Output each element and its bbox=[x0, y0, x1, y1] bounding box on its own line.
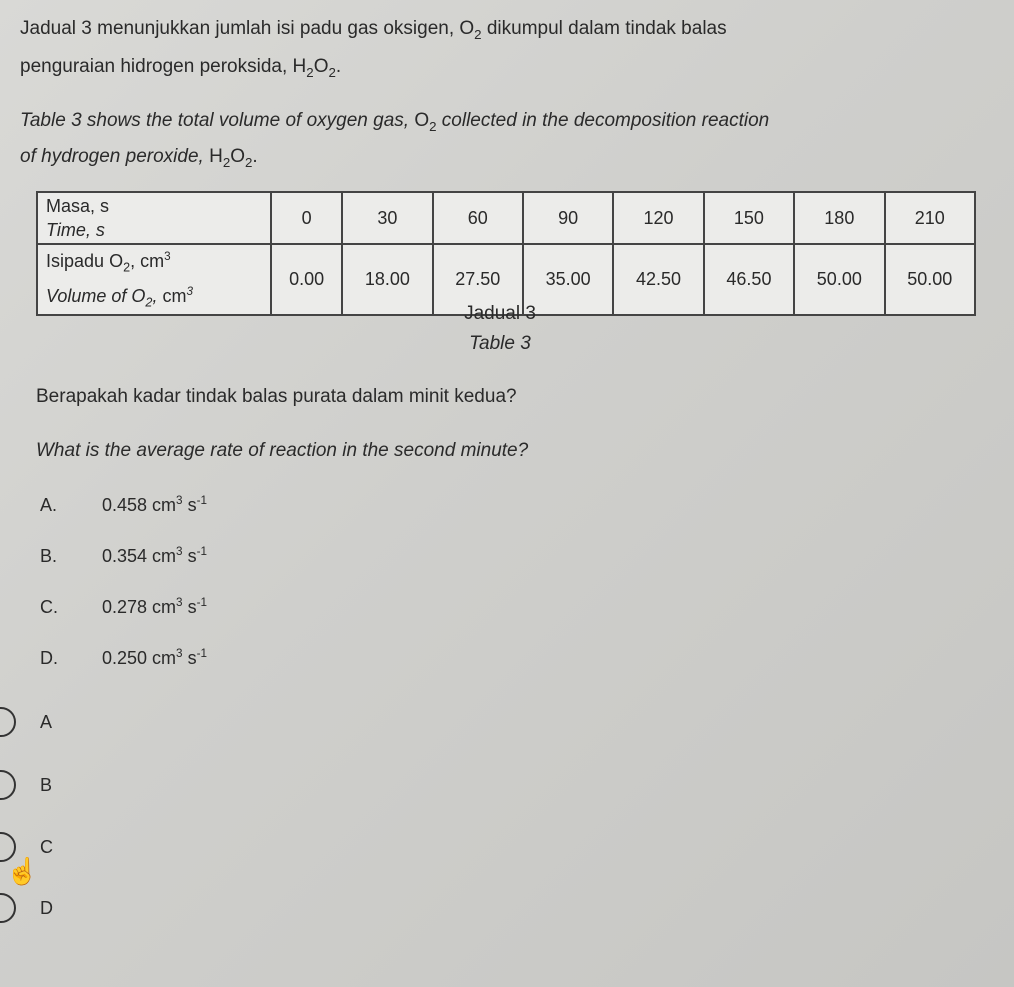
option-value: 0.458 cm bbox=[102, 495, 177, 515]
intro-malay bbox=[20, 14, 727, 50]
time-cell: 150 bbox=[704, 192, 794, 244]
time-cell: 90 bbox=[523, 192, 613, 244]
time-cell: 210 bbox=[885, 192, 975, 244]
radio-circle-icon[interactable] bbox=[0, 893, 16, 923]
volume-row-header bbox=[37, 244, 271, 315]
time-row bbox=[37, 192, 975, 244]
intro-ms-text-3: penguraian hidrogen peroksida, bbox=[20, 56, 288, 77]
time-cell: 120 bbox=[613, 192, 703, 244]
table-caption-en: Table 3 bbox=[469, 333, 531, 354]
h2o2-formula-en: $H_2O_2$. bbox=[209, 146, 258, 170]
answer-radio-d[interactable] bbox=[0, 893, 53, 923]
volume-cell: 42.50 bbox=[613, 244, 703, 315]
answer-label-b[interactable]: B bbox=[40, 774, 53, 795]
time-label-ms: Masa, s bbox=[46, 196, 110, 216]
volume-label-en: Volume of $O_2$, $cm^3$ bbox=[46, 284, 193, 310]
prompt-english: What is the average rate of reaction in the second minute? bbox=[36, 440, 529, 461]
o2-formula-en: $O_2$ bbox=[414, 110, 437, 134]
option-letter: B. bbox=[40, 546, 58, 566]
option-b: B. 0.354 $cm^3$ $s^{-1}$ bbox=[40, 545, 207, 566]
intro-ms-text-1: Jadual 3 menunjukkan jumlah isi padu gas oksigen, bbox=[20, 18, 455, 39]
radio-circle-icon[interactable] bbox=[0, 770, 16, 800]
answer-label-c[interactable]: C bbox=[40, 836, 53, 857]
answer-radio-b[interactable] bbox=[0, 770, 52, 800]
o2-formula: $O_2$ bbox=[459, 18, 482, 42]
option-value: 0.250 cm bbox=[102, 648, 177, 668]
volume-cell: 50.00 bbox=[794, 244, 884, 315]
answer-radio-a[interactable] bbox=[0, 707, 52, 737]
intro-en-text-2: collected in the decomposition reaction bbox=[441, 110, 770, 131]
option-letter: D. bbox=[40, 648, 58, 668]
time-cell: 180 bbox=[794, 192, 884, 244]
volume-cell: 27.50 bbox=[433, 244, 523, 315]
time-cell: 60 bbox=[433, 192, 523, 244]
option-letter: C. bbox=[40, 597, 58, 617]
volume-label-ms: Isipadu $O_2$, $cm^3$ bbox=[46, 250, 171, 275]
intro-ms-text-2: dikumpul dalam tindak balas bbox=[486, 18, 727, 39]
option-letter: A. bbox=[40, 495, 58, 515]
volume-cell: 50.00 bbox=[885, 244, 975, 315]
data-table bbox=[36, 191, 976, 316]
answer-label-d[interactable]: D bbox=[40, 897, 53, 918]
volume-cell: 0.00 bbox=[271, 244, 342, 315]
option-c: C. 0.278 $cm^3$ $s^{-1}$ bbox=[40, 596, 207, 617]
volume-cell: 18.00 bbox=[342, 244, 432, 315]
option-d: D. 0.250 $cm^3$ $s^{-1}$ bbox=[40, 647, 207, 668]
volume-cell: 46.50 bbox=[704, 244, 794, 315]
option-value: 0.354 cm bbox=[102, 546, 177, 566]
volume-cell: 35.00 bbox=[523, 244, 613, 315]
time-cell: 30 bbox=[342, 192, 432, 244]
time-row-header bbox=[37, 192, 271, 244]
intro-en-text-1: Table 3 shows the total volume of oxygen gas, bbox=[20, 110, 410, 131]
time-cell: 0 bbox=[271, 192, 342, 244]
intro-english bbox=[20, 106, 769, 142]
answer-label-a[interactable]: A bbox=[40, 711, 53, 732]
option-a: A. 0.458 $cm^3$ $s^{-1}$ bbox=[40, 494, 207, 515]
radio-circle-icon[interactable] bbox=[0, 707, 16, 737]
option-value: 0.278 cm bbox=[102, 597, 177, 617]
time-label-en: Time, s bbox=[46, 220, 105, 240]
h2o2-formula: $H_2O_2$. bbox=[292, 56, 342, 80]
intro-english-line2 bbox=[20, 142, 258, 178]
intro-malay-line2 bbox=[20, 52, 341, 88]
intro-en-text-3: of hydrogen peroxide, bbox=[20, 146, 204, 167]
hand-pointer-icon: ☝ bbox=[6, 856, 39, 886]
prompt-malay: Berapakah kadar tindak balas purata dalam minit kedua? bbox=[36, 386, 517, 407]
table-caption-ms: Jadual 3 bbox=[464, 303, 536, 324]
